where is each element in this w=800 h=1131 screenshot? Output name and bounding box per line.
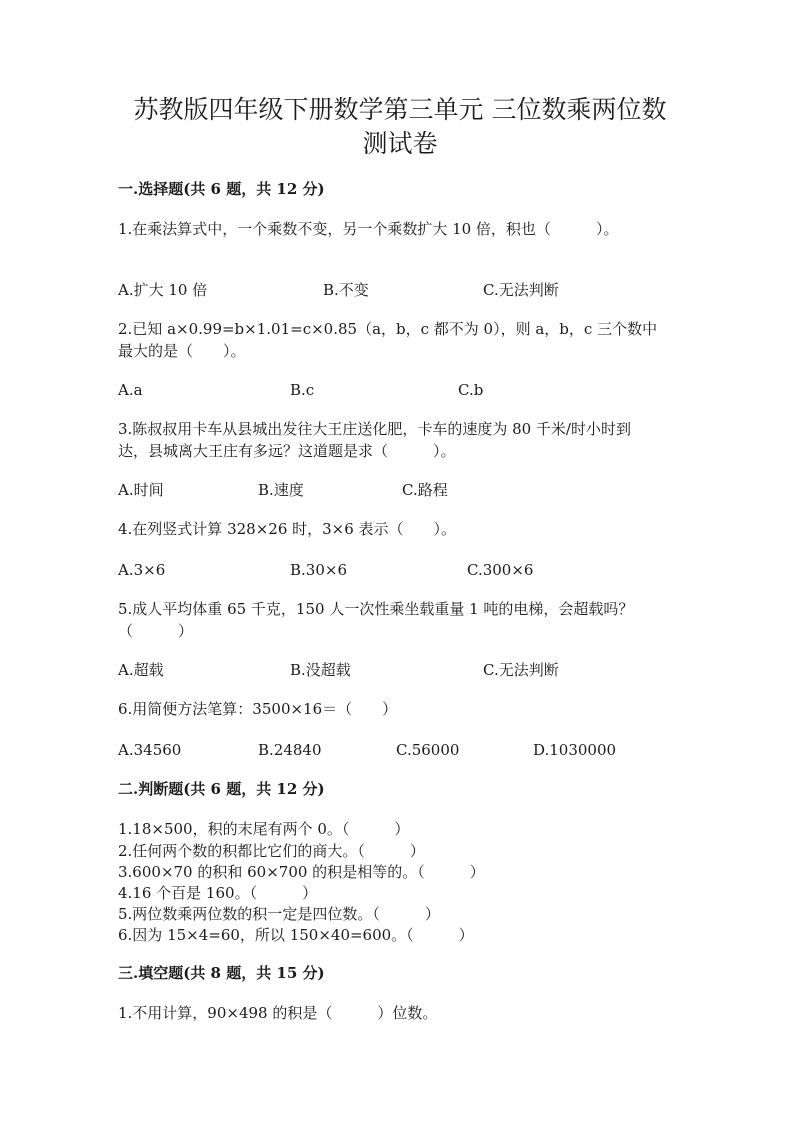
question-6-text: 6.用简便方法笔算：3500×16＝（ ） [118, 700, 398, 718]
question-1-option-c: C.无法判断 [483, 281, 559, 299]
question-1-text: 1.在乘法算式中，一个乘数不变，另一个乘数扩大 10 倍，积也（ ）。 [118, 220, 619, 238]
question-2-option-c: C.b [458, 381, 484, 399]
question-3-text-line-1: 3.陈叔叔用卡车从县城出发往大王庄送化肥，卡车的速度为 80 千米/时小时到 [118, 420, 631, 438]
judgement-item-6: 6.因为 15×4=60，所以 150×40=600。（ ） [118, 926, 474, 944]
question-3-option-c: C.路程 [402, 481, 448, 499]
section-heading-choice: 一.选择题(共 6 题，共 12 分) [118, 180, 325, 198]
question-4-option-b: B.30×6 [290, 561, 347, 579]
question-4-option-c: C.300×6 [467, 561, 534, 579]
fill-blank-item-1: 1.不用计算，90×498 的积是（ ）位数。 [118, 1004, 438, 1022]
question-5-text-line-2: （ ） [118, 622, 194, 640]
judgement-item-5: 5.两位数乘两位数的积一定是四位数。（ ） [118, 905, 440, 923]
question-3-option-b: B.速度 [258, 481, 304, 499]
question-6-option-c: C.56000 [396, 741, 460, 759]
page-title-line-1: 苏教版四年级下册数学第三单元 三位数乘两位数 [133, 95, 667, 124]
question-4-text: 4.在列竖式计算 328×26 时，3×6 表示（ ）。 [118, 520, 457, 538]
question-5-option-a: A.超载 [118, 661, 164, 679]
question-6-option-d: D.1030000 [533, 741, 617, 759]
page-title-line-2: 测试卷 [362, 129, 438, 158]
question-6-option-a: A.34560 [118, 741, 182, 759]
question-1-option-a: A.扩大 10 倍 [118, 281, 208, 299]
question-4-option-a: A.3×6 [118, 561, 166, 579]
question-5-option-c: C.无法判断 [483, 661, 559, 679]
section-heading-fill-blank: 三.填空题(共 8 题，共 15 分) [118, 964, 325, 982]
question-2-option-a: A.a [118, 381, 143, 399]
question-5-text-line-1: 5.成人平均体重 65 千克，150 人一次性乘坐载重量 1 吨的电梯，会超载吗？ [118, 600, 634, 618]
question-2-text-line-1: 2.已知 a×0.99=b×1.01=c×0.85（a，b，c 都不为 0），则 a，b，c 三个数中 [118, 320, 658, 338]
question-3-text-line-2: 达，县城离大王庄有多远？这道题是求（ ）。 [118, 442, 456, 460]
question-2-option-b: B.c [290, 381, 315, 399]
question-1-option-b: B.不变 [323, 281, 369, 299]
judgement-item-4: 4.16 个百是 160。（ ） [118, 884, 318, 902]
judgement-item-1: 1.18×500，积的末尾有两个 0。（ ） [118, 820, 410, 838]
question-2-text-line-2: 最大的是（ ）。 [118, 342, 246, 360]
question-6-option-b: B.24840 [258, 741, 322, 759]
question-5-option-b: B.没超载 [290, 661, 351, 679]
section-heading-judgement: 二.判断题(共 6 题，共 12 分) [118, 780, 325, 798]
question-3-option-a: A.时间 [118, 481, 164, 499]
judgement-item-3: 3.600×70 的积和 60×700 的积是相等的。（ ） [118, 863, 485, 881]
judgement-item-2: 2.任何两个数的积都比它们的商大。（ ） [118, 842, 425, 860]
